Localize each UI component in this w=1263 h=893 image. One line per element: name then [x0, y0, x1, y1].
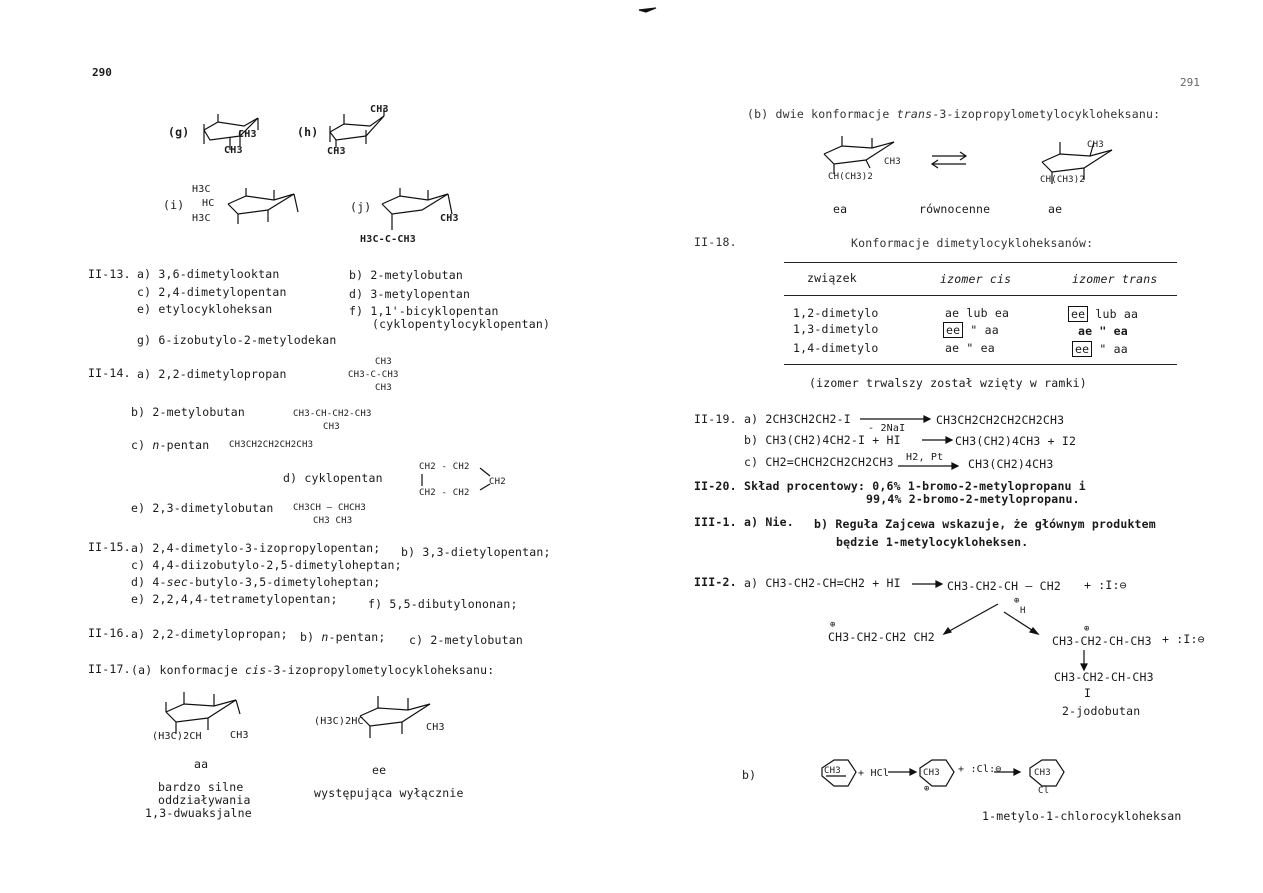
- ii14-d-f1: CH2 - CH2: [419, 462, 470, 472]
- table-row-3-compound: 1,4-dimetylo: [793, 341, 879, 355]
- ii13-f: f) 1,1'-bicyklopentan: [349, 304, 499, 318]
- table-header-rule: [784, 295, 1177, 296]
- ii15-d-rest: -butylo-3,5-dimetyloheptan;: [188, 575, 381, 589]
- label-j: (j): [350, 200, 372, 214]
- struct-j-ch3: CH3: [440, 213, 459, 224]
- iii2-b-label: b): [742, 768, 757, 782]
- iii2-h: H: [1020, 606, 1026, 616]
- table-header-trans: izomer trans: [1072, 272, 1158, 286]
- table-header-cis: izomer cis: [940, 272, 1012, 286]
- iii2-iodide-1: + :I:⊖: [1084, 578, 1127, 592]
- struct-h-ch3-b: CH3: [327, 146, 346, 157]
- table-row-2-trans: [1078, 324, 1128, 338]
- b-carbocation-plus: ⊕: [924, 784, 930, 794]
- iii2-plus-bridge: ⊕: [1014, 596, 1020, 606]
- iii1-b-line1: b) Reguła Zajcewa wskazuje, że głównym produktem: [814, 517, 1156, 531]
- r3-trans-sep: ": [1099, 342, 1107, 356]
- label-i: (i): [163, 198, 185, 212]
- ii14-e-f2: CH3 CH3: [313, 516, 353, 526]
- b-hcl: + HCl: [858, 768, 890, 779]
- r3-cis-a: ae: [945, 341, 960, 355]
- iii2-primary: CH3-CH2-CH2 CH2: [828, 630, 935, 644]
- struct-h-ch3-a: CH3: [370, 104, 389, 115]
- conf-label-ea: ea: [833, 202, 848, 216]
- ii17-heading-italic: cis: [244, 663, 267, 677]
- note-ee: występująca wyłącznie: [314, 786, 464, 800]
- r2-trans-b: ea: [1113, 324, 1128, 338]
- table-row-2-cis: [943, 323, 999, 337]
- ii14-d-f2: CH2: [489, 477, 506, 487]
- note-aa-3: 1,3-dwuaksjalne: [145, 806, 252, 820]
- ii14-d: d) cyklopentan: [283, 471, 383, 485]
- ii15-e: e) 2,2,4,4-tetrametylopentan;: [131, 592, 338, 606]
- table-row-2-compound: 1,3-dimetylo: [793, 322, 879, 336]
- ii19-c-right: CH3(CH2)4CH3: [968, 457, 1054, 471]
- ii19-a-right: CH3CH2CH2CH2CH2CH3: [936, 413, 1065, 427]
- iii2-product-iodine: I: [1084, 686, 1092, 700]
- ii17-heading-rest: -3-izopropylometylocykloheksanu:: [266, 663, 495, 677]
- trans-ea-ch3: CH3: [884, 157, 901, 167]
- r1-cis-sep: lub: [966, 306, 988, 320]
- iii1-a: a) Nie.: [744, 515, 794, 529]
- structure-i: [224, 186, 304, 232]
- ii18-title: Konformacje dimetylocykloheksanów:: [851, 236, 1094, 250]
- ii13-c: c) 2,4-dimetylopentan: [137, 285, 287, 299]
- table-row-3-trans: [1072, 342, 1128, 356]
- b-ch3-1: CH3: [824, 766, 841, 776]
- iii2-b-product-name: 1-metylo-1-chlorocykloheksan: [982, 809, 1182, 823]
- iii2-arrow-1: [910, 578, 942, 590]
- r3-cis-sep: ": [966, 341, 974, 355]
- r2-cis-b: aa: [984, 323, 999, 337]
- ii14-a-f3: CH3: [375, 383, 392, 393]
- r2-cis-sep: ": [970, 323, 978, 337]
- ii17-heading-prefix: (a) konformacje: [131, 663, 245, 677]
- table-header-compound: związek: [807, 271, 857, 285]
- ii15-d: [131, 575, 380, 589]
- r2-trans-sep: ": [1099, 324, 1107, 338]
- b-ch3-2: CH3: [923, 768, 940, 778]
- label-h: (h): [297, 125, 319, 139]
- ii13-d: d) 3-metylopentan: [349, 287, 471, 301]
- cis-aa-right-group: CH3: [230, 730, 249, 741]
- ii20-line2: 99,4% 2-bromo-2-metylopropanu.: [866, 492, 1080, 506]
- ii14-c-rest: -pentan: [159, 438, 210, 452]
- ii14-e-f1: CH3CH — CHCH3: [293, 503, 367, 513]
- conf-label-equivalent: równocenne: [919, 202, 991, 216]
- ii13-e: e) etylocykloheksan: [137, 302, 273, 316]
- ii19-c-left: c) CH2=CHCH2CH2CH2CH3: [744, 455, 894, 469]
- table-row-3-cis: [945, 341, 995, 355]
- iii2-plus-primary: ⊕: [830, 620, 836, 630]
- ii15-a: a) 2,4-dimetylo-3-izopropylopentan;: [131, 541, 381, 555]
- table-row-1-trans: [1068, 307, 1138, 321]
- ii19-a-condition: - 2NaI: [868, 423, 906, 434]
- iii2-bridged: CH3-CH2-CH — CH2: [947, 579, 1061, 593]
- ii15-b: b) 3,3-dietylopentan;: [401, 545, 551, 559]
- page-number-right: 291: [1180, 76, 1200, 89]
- ii14-a-f2: CH3-C-CH3: [348, 370, 399, 380]
- table-row-1-cis: [945, 306, 1009, 320]
- struct-i-h3c-a: H3C: [192, 184, 211, 195]
- ii17b-heading: [747, 107, 1160, 121]
- ii15-number: II-15.: [88, 540, 131, 554]
- ii15-d-prefix: d) 4-: [131, 575, 167, 589]
- ii15-d-italic: sec: [166, 575, 188, 589]
- ii16-a: a) 2,2-dimetylopropan;: [131, 627, 288, 641]
- iii2-number: III-2.: [694, 575, 737, 589]
- cyclopentane-bonds: [418, 462, 498, 492]
- b-ch3-3: CH3: [1034, 768, 1051, 778]
- label-aa: aa: [194, 757, 209, 771]
- ii13-b: b) 2-metylobutan: [349, 268, 463, 282]
- struct-g-ch3-b: CH3: [224, 145, 243, 156]
- ii14-d-f3: CH2 - CH2: [419, 488, 470, 498]
- ii14-b-f1: CH3-CH-CH2-CH3: [293, 409, 372, 419]
- structure-cis-ee: [354, 694, 454, 742]
- note-aa-1: bardzo silne: [158, 780, 244, 794]
- table-row-1-compound: 1,2-dimetylo: [793, 306, 879, 320]
- ii16-b: [300, 630, 386, 644]
- left-page: [0, 0, 630, 893]
- ii17b-heading-italic: trans: [896, 107, 933, 121]
- trans-ea-chch3: CH(CH3)2: [828, 172, 873, 182]
- ii20-line1: Skład procentowy: 0,6% 1-bromo-2-metylopropanu i: [744, 479, 1086, 493]
- iii2-plus-secondary: ⊕: [1084, 624, 1090, 634]
- ii14-b: b) 2-metylobutan: [131, 405, 245, 419]
- ii16-c: c) 2-metylobutan: [409, 633, 523, 647]
- ii19-b-arrow: [920, 434, 952, 448]
- r3-cis-b: ea: [980, 341, 995, 355]
- ii19-a-left: a) 2CH3CH2CH2-I: [744, 412, 851, 426]
- r1-cis-b: ea: [994, 306, 1010, 320]
- table-bottom-rule: [784, 364, 1177, 365]
- ii16-b-italic: n: [321, 630, 329, 644]
- b-chloride: + :Cl:⊖: [958, 764, 1002, 775]
- ii14-a-f1: CH3: [375, 357, 392, 367]
- struct-i-h3c-b: H3C: [192, 213, 211, 224]
- ii17-heading: [131, 663, 494, 677]
- r1-trans-b: aa: [1123, 307, 1139, 321]
- struct-g-ch3-a: CH3: [238, 129, 257, 140]
- struct-j-isopropyl: H3C-C-CH3: [360, 234, 416, 245]
- r2-cis-a: ee: [943, 322, 963, 338]
- ii20-number: II-20.: [694, 479, 737, 493]
- r1-trans-sep: lub: [1095, 307, 1117, 321]
- cis-aa-left-group: (H3C)2CH: [152, 731, 202, 742]
- label-g: (g): [168, 125, 190, 139]
- ii18-footnote: (izomer trwalszy został wzięty w ramki): [809, 376, 1087, 390]
- trans-ae-ch3: CH3: [1087, 140, 1104, 150]
- ii14-c-formula: CH3CH2CH2CH2CH3: [229, 440, 314, 450]
- b-cl: Cl: [1038, 786, 1050, 796]
- ii19-number: II-19.: [694, 412, 737, 426]
- iii2-branch-arrows: [938, 602, 1042, 642]
- note-aa-2: oddziaływania: [158, 793, 251, 807]
- cis-ee-left-group: (H3C)2HC: [314, 716, 364, 727]
- right-page: [632, 0, 1263, 893]
- ii19-b-left: b) CH3(CH2)4CH2-I + HI: [744, 433, 901, 447]
- table-top-rule: [784, 262, 1177, 263]
- ii16-b-rest: -pentan;: [328, 630, 386, 644]
- cis-ee-right-group: CH3: [426, 722, 445, 733]
- ii15-f: f) 5,5-dibutylononan;: [368, 597, 518, 611]
- iii2-product: CH3-CH2-CH-CH3: [1054, 670, 1154, 684]
- ii14-c-italic: n: [152, 438, 160, 452]
- equilibrium-arrows: [928, 150, 972, 170]
- iii1-b-line2: będzie 1-metylocykloheksen.: [836, 535, 1029, 549]
- ii18-number: II-18.: [694, 235, 737, 249]
- ii17b-heading-prefix: (b) dwie konformacje: [747, 107, 897, 121]
- ii13-g: g) 6-izobutylo-2-metylodekan: [137, 333, 337, 347]
- struct-i-hc: HC: [202, 198, 215, 209]
- ii14-c-prefix: c): [131, 438, 153, 452]
- ii14-c: [131, 438, 209, 452]
- ii19-b-right: CH3(CH2)4CH3 + I2: [955, 434, 1077, 448]
- ii13-f2: (cyklopentylocyklopentan): [372, 317, 551, 331]
- ii13-number: II-13.: [88, 267, 131, 281]
- page-number-left: 290: [92, 66, 112, 79]
- iii2-secondary: CH3-CH2-CH-CH3: [1052, 634, 1152, 648]
- r2-trans-a: ae: [1078, 324, 1093, 338]
- ii16-number: II-16.: [88, 626, 131, 640]
- r1-cis-a: ae: [945, 306, 960, 320]
- ii13-a: a) 3,6-dimetylooktan: [137, 267, 280, 281]
- scan-mark: [638, 6, 658, 16]
- trans-ae-chch3: CH(CH3)2: [1040, 175, 1085, 185]
- ii19-c-condition: H2, Pt: [906, 452, 944, 463]
- ii15-c: c) 4,4-diizobutylo-2,5-dimetyloheptan;: [131, 558, 402, 572]
- iii1-number: III-1.: [694, 515, 737, 529]
- iii2-product-name: 2-jodobutan: [1062, 704, 1141, 718]
- ii16-b-prefix: b): [300, 630, 322, 644]
- structure-j: [378, 186, 458, 232]
- iii2-iodide-2: + :I:⊖: [1162, 632, 1205, 646]
- r3-trans-b: aa: [1113, 342, 1128, 356]
- iii2-down-arrow: [1078, 650, 1090, 672]
- ii14-e: e) 2,3-dimetylobutan: [131, 501, 274, 515]
- ii14-number: II-14.: [88, 366, 131, 380]
- ii17-number: II-17.: [88, 662, 131, 676]
- r1-trans-a: ee: [1068, 306, 1088, 322]
- ii14-a: a) 2,2-dimetylopropan: [137, 367, 287, 381]
- ii14-b-f2: CH3: [323, 422, 340, 432]
- r3-trans-a: ee: [1072, 341, 1092, 357]
- ii17b-heading-rest: -3-izopropylometylocykloheksanu:: [932, 107, 1161, 121]
- conf-label-ae: ae: [1048, 202, 1063, 216]
- label-ee: ee: [372, 763, 387, 777]
- ii19-c-arrow: [896, 460, 958, 472]
- iii2-a-left: a) CH3-CH2-CH=CH2 + HI: [744, 576, 901, 590]
